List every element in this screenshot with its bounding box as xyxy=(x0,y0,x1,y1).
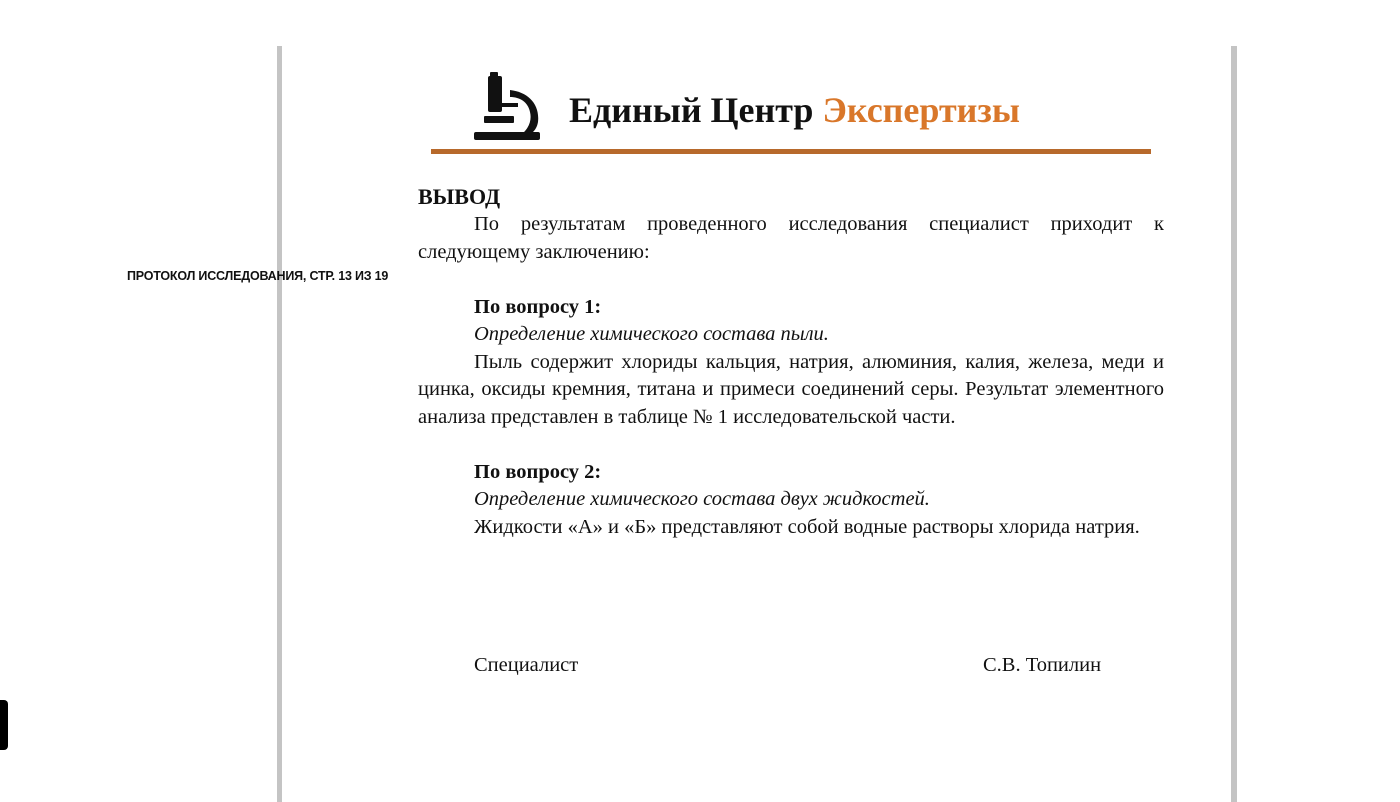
brand-name-part2: Экспертизы xyxy=(822,90,1020,130)
signature-name: С.В. Топилин xyxy=(983,654,1102,676)
brand-name-part1: Единый Центр xyxy=(569,90,814,130)
conclusion-intro: По результатам проведенного исследования специалист приходит к следующему заключению: xyxy=(418,213,1164,263)
signature-role: Специалист xyxy=(474,654,579,676)
brand-title xyxy=(569,88,1020,132)
section-title: ВЫВОД xyxy=(418,184,501,209)
side-tab-handle[interactable] xyxy=(0,700,8,750)
conclusion-section xyxy=(418,182,1164,541)
page-left-edge xyxy=(277,46,282,802)
question-2-subject: Определение химического состава двух жидкостей. xyxy=(474,488,930,510)
question-1-subject: Определение химического состава пыли. xyxy=(474,323,829,345)
page-right-edge xyxy=(1231,46,1237,802)
page-number-label: ПРОТОКОЛ ИССЛЕДОВАНИЯ, СТР. 13 ИЗ 19 xyxy=(127,269,389,283)
microscope-icon xyxy=(472,70,542,142)
question-2-answer: Жидкости «А» и «Б» представляют собой водные растворы хлорида натрия. xyxy=(474,515,1140,538)
header-divider xyxy=(431,149,1151,154)
question-2-label: По вопросу 2: xyxy=(474,460,602,483)
question-1-label: По вопросу 1: xyxy=(474,295,602,318)
question-1-answer: Пыль содержит хлориды кальция, натрия, алюминия, калия, железа, меди и цинка, оксиды кремния, титана и примеси соединений серы. Результат элементного анализа представлен в таблице № 1 исследовательской части. xyxy=(418,350,1164,428)
